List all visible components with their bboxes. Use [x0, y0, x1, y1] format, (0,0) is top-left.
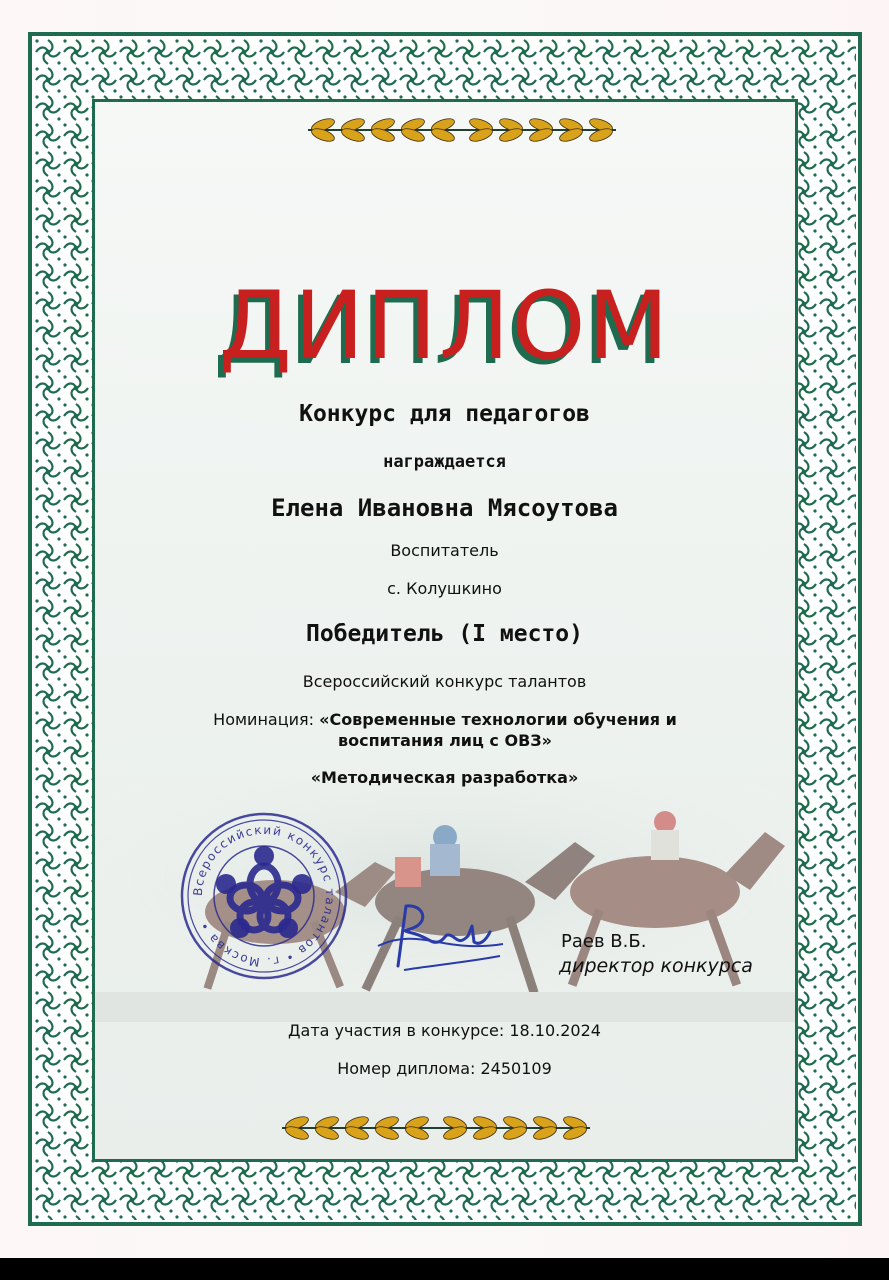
number-value: 2450109 — [480, 1059, 552, 1078]
number-label: Номер диплома: — [337, 1059, 476, 1078]
contest-name: Конкурс для педагогов — [299, 401, 590, 427]
director-name: Раев В.Б. — [561, 931, 647, 952]
laurel-top-ornament — [303, 115, 621, 145]
diploma-number — [0, 1059, 889, 1078]
nomination — [180, 709, 710, 751]
date-label: Дата участия в конкурсе: — [288, 1021, 505, 1040]
work-title: «Методическая разработка» — [310, 768, 579, 787]
laurel-bottom-ornament — [277, 1113, 595, 1143]
nomination-label: Номинация: — [213, 710, 315, 729]
recipient-place: с. Колушкино — [387, 579, 502, 598]
nomination-value: «Современные технологии обучения и воспитания лиц с ОВЗ» — [319, 710, 677, 750]
date-value: 18.10.2024 — [509, 1021, 601, 1040]
result-title: Победитель (I место) — [306, 621, 583, 647]
director-role: директор конкурса — [559, 955, 753, 977]
recipient-position: Воспитатель — [390, 541, 499, 560]
recipient-name: Елена Ивановна Мясоутова — [271, 494, 618, 522]
awarded-label: награждается — [383, 452, 506, 472]
diploma-title: ДИПЛОМ — [218, 272, 671, 381]
contest-seal — [178, 810, 350, 982]
director-signature — [368, 896, 508, 976]
event-name: Всероссийский конкурс талантов — [302, 672, 587, 691]
seal-text: Всероссийский конкурс талантов • г. Москва • — [190, 822, 338, 970]
participation-date — [0, 1021, 889, 1040]
